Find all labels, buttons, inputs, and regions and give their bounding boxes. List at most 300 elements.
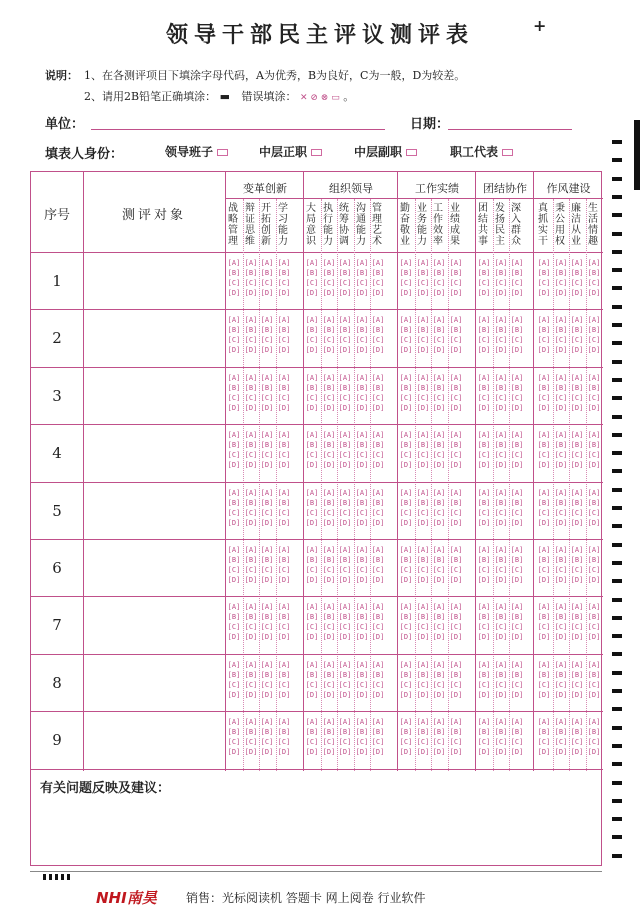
answer-bubble[interactable]: [D] — [260, 690, 274, 699]
answer-bubble[interactable]: [D] — [260, 346, 274, 355]
answer-bubble[interactable]: [C] — [227, 680, 241, 689]
answer-bubble[interactable]: [D] — [277, 403, 291, 412]
answer-bubble[interactable]: [A] — [322, 660, 336, 669]
answer-bubble[interactable]: [D] — [537, 403, 551, 412]
answer-bubble[interactable]: [A] — [371, 373, 385, 382]
answer-bubble[interactable]: [C] — [510, 680, 524, 689]
answer-bubble[interactable]: [A] — [322, 488, 336, 497]
answer-bubble[interactable]: [B] — [244, 613, 258, 622]
answer-bubble[interactable]: [B] — [260, 383, 274, 392]
answer-bubble[interactable]: [A] — [399, 718, 413, 727]
answer-bubble[interactable]: [C] — [570, 680, 584, 689]
answer-bubble[interactable]: [C] — [277, 393, 291, 402]
answer-bubble[interactable]: [C] — [537, 566, 551, 574]
answer-bubble[interactable]: [A] — [399, 546, 413, 554]
answer-bubble[interactable]: [B] — [260, 326, 274, 335]
answer-bubble[interactable]: [C] — [416, 393, 430, 402]
answer-bubble[interactable]: [D] — [355, 518, 369, 527]
answer-bubble[interactable]: [B] — [371, 326, 385, 335]
answer-bubble[interactable]: [A] — [510, 259, 524, 267]
answer-bubble[interactable]: [C] — [587, 451, 601, 460]
answer-bubble[interactable]: [B] — [227, 269, 241, 277]
answer-bubble[interactable]: [D] — [244, 748, 258, 757]
answer-bubble[interactable]: [C] — [355, 508, 369, 517]
answer-bubble[interactable]: [D] — [399, 346, 413, 355]
answer-bubble[interactable]: [B] — [477, 728, 491, 737]
answer-bubble[interactable]: [A] — [449, 373, 463, 382]
answer-bubble[interactable]: [D] — [371, 518, 385, 527]
answer-bubble[interactable]: [D] — [244, 346, 258, 355]
answer-bubble[interactable]: [C] — [338, 336, 352, 345]
answer-bubble[interactable]: [C] — [477, 680, 491, 689]
answer-bubble[interactable]: [C] — [432, 508, 446, 517]
answer-bubble[interactable]: [C] — [305, 393, 319, 402]
answer-bubble[interactable]: [D] — [277, 518, 291, 527]
answer-bubble[interactable]: [C] — [260, 451, 274, 460]
answer-bubble[interactable]: [D] — [587, 633, 601, 642]
answer-bubble[interactable]: [C] — [371, 451, 385, 460]
answer-bubble[interactable]: [C] — [510, 738, 524, 747]
answer-bubble[interactable]: [A] — [570, 373, 584, 382]
answer-bubble[interactable]: [B] — [432, 613, 446, 622]
answer-bubble[interactable]: [C] — [449, 680, 463, 689]
answer-bubble[interactable]: [B] — [244, 670, 258, 679]
answer-bubble[interactable]: [B] — [570, 326, 584, 335]
answer-bubble[interactable]: [C] — [537, 336, 551, 345]
answer-bubble[interactable]: [B] — [244, 269, 258, 277]
target-name-field[interactable] — [84, 368, 224, 423]
answer-bubble[interactable]: [A] — [371, 316, 385, 325]
answer-bubble[interactable]: [B] — [449, 613, 463, 622]
answer-bubble[interactable]: [C] — [227, 393, 241, 402]
answer-bubble[interactable]: [C] — [355, 738, 369, 747]
answer-bubble[interactable]: [C] — [432, 393, 446, 402]
answer-bubble[interactable]: [C] — [399, 508, 413, 517]
answer-bubble[interactable]: [D] — [432, 633, 446, 642]
answer-bubble[interactable]: [B] — [338, 728, 352, 737]
answer-bubble[interactable]: [D] — [399, 461, 413, 470]
answer-bubble[interactable]: [B] — [570, 556, 584, 564]
answer-bubble[interactable]: [C] — [477, 451, 491, 460]
answer-bubble[interactable]: [B] — [322, 269, 336, 277]
answer-bubble[interactable]: [A] — [338, 259, 352, 267]
answer-bubble[interactable]: [C] — [277, 336, 291, 345]
answer-bubble[interactable]: [D] — [355, 461, 369, 470]
identity-option-staff[interactable]: 职工代表 — [450, 143, 513, 160]
answer-bubble[interactable]: [A] — [244, 718, 258, 727]
answer-bubble[interactable]: [A] — [416, 488, 430, 497]
answer-bubble[interactable]: [D] — [554, 403, 568, 412]
answer-bubble[interactable]: [B] — [338, 326, 352, 335]
answer-bubble[interactable]: [C] — [477, 336, 491, 345]
answer-bubble[interactable]: [C] — [322, 336, 336, 345]
answer-bubble[interactable]: [D] — [322, 690, 336, 699]
answer-bubble[interactable]: [A] — [537, 373, 551, 382]
answer-bubble[interactable]: [B] — [449, 728, 463, 737]
answer-bubble[interactable]: [D] — [537, 576, 551, 584]
answer-bubble[interactable]: [D] — [322, 289, 336, 297]
answer-bubble[interactable]: [C] — [277, 623, 291, 632]
answer-bubble[interactable]: [B] — [227, 326, 241, 335]
answer-bubble[interactable]: [A] — [432, 546, 446, 554]
answer-bubble[interactable]: [A] — [322, 431, 336, 440]
answer-bubble[interactable]: [C] — [416, 623, 430, 632]
answer-bubble[interactable]: [D] — [399, 403, 413, 412]
answer-bubble[interactable]: [D] — [554, 289, 568, 297]
answer-bubble[interactable]: [C] — [305, 738, 319, 747]
answer-bubble[interactable]: [C] — [416, 680, 430, 689]
answer-bubble[interactable]: [D] — [570, 403, 584, 412]
answer-bubble[interactable]: [A] — [570, 316, 584, 325]
answer-bubble[interactable]: [B] — [260, 498, 274, 507]
answer-bubble[interactable]: [C] — [510, 279, 524, 287]
answer-bubble[interactable]: [D] — [587, 346, 601, 355]
answer-bubble[interactable]: [B] — [371, 498, 385, 507]
answer-bubble[interactable]: [B] — [587, 613, 601, 622]
answer-bubble[interactable]: [D] — [494, 690, 508, 699]
answer-bubble[interactable]: [D] — [432, 748, 446, 757]
answer-bubble[interactable]: [D] — [537, 518, 551, 527]
answer-bubble[interactable]: [B] — [587, 498, 601, 507]
answer-bubble[interactable]: [D] — [277, 461, 291, 470]
answer-bubble[interactable]: [A] — [537, 316, 551, 325]
answer-bubble[interactable]: [A] — [305, 373, 319, 382]
answer-bubble[interactable]: [D] — [244, 403, 258, 412]
identity-option-middle-chief[interactable]: 中层正职 — [259, 143, 322, 160]
answer-bubble[interactable]: [B] — [416, 269, 430, 277]
answer-bubble[interactable]: [A] — [449, 259, 463, 267]
answer-bubble[interactable]: [B] — [494, 613, 508, 622]
answer-bubble[interactable]: [B] — [537, 269, 551, 277]
answer-bubble[interactable]: [C] — [322, 680, 336, 689]
answer-bubble[interactable]: [C] — [355, 336, 369, 345]
answer-bubble[interactable]: [D] — [416, 690, 430, 699]
answer-bubble[interactable]: [A] — [554, 603, 568, 612]
answer-bubble[interactable]: [D] — [477, 748, 491, 757]
answer-bubble[interactable]: [B] — [338, 670, 352, 679]
answer-bubble[interactable]: [A] — [477, 431, 491, 440]
answer-bubble[interactable]: [B] — [570, 728, 584, 737]
answer-bubble[interactable]: [A] — [338, 316, 352, 325]
answer-bubble[interactable]: [C] — [338, 680, 352, 689]
answer-bubble[interactable]: [D] — [537, 690, 551, 699]
answer-bubble[interactable]: [D] — [554, 518, 568, 527]
answer-bubble[interactable]: [A] — [338, 373, 352, 382]
answer-bubble[interactable]: [C] — [371, 738, 385, 747]
answer-bubble[interactable]: [C] — [322, 451, 336, 460]
answer-bubble[interactable]: [A] — [322, 373, 336, 382]
answer-bubble[interactable]: [B] — [449, 441, 463, 450]
answer-bubble[interactable]: [C] — [494, 279, 508, 287]
answer-bubble[interactable]: [D] — [305, 633, 319, 642]
answer-bubble[interactable]: [A] — [260, 259, 274, 267]
answer-bubble[interactable]: [D] — [227, 690, 241, 699]
answer-bubble[interactable]: [D] — [416, 748, 430, 757]
answer-bubble[interactable]: [D] — [449, 518, 463, 527]
answer-bubble[interactable]: [B] — [554, 326, 568, 335]
answer-bubble[interactable]: [A] — [416, 431, 430, 440]
answer-bubble[interactable]: [B] — [494, 670, 508, 679]
answer-bubble[interactable]: [D] — [587, 748, 601, 757]
answer-bubble[interactable]: [B] — [432, 441, 446, 450]
answer-bubble[interactable]: [C] — [587, 680, 601, 689]
answer-bubble[interactable]: [D] — [477, 461, 491, 470]
answer-bubble[interactable]: [C] — [432, 336, 446, 345]
answer-bubble[interactable]: [C] — [355, 451, 369, 460]
answer-bubble[interactable]: [C] — [416, 508, 430, 517]
answer-bubble[interactable]: [C] — [494, 738, 508, 747]
answer-bubble[interactable]: [C] — [416, 738, 430, 747]
answer-bubble[interactable]: [A] — [305, 259, 319, 267]
answer-bubble[interactable]: [D] — [227, 576, 241, 584]
answer-bubble[interactable]: [A] — [260, 546, 274, 554]
answer-bubble[interactable]: [A] — [260, 488, 274, 497]
answer-bubble[interactable]: [B] — [338, 498, 352, 507]
answer-bubble[interactable]: [B] — [432, 326, 446, 335]
answer-bubble[interactable]: [A] — [305, 660, 319, 669]
answer-bubble[interactable]: [A] — [494, 316, 508, 325]
answer-bubble[interactable]: [A] — [322, 259, 336, 267]
answer-bubble[interactable]: [A] — [537, 546, 551, 554]
answer-bubble[interactable]: [D] — [416, 518, 430, 527]
answer-bubble[interactable]: [B] — [449, 383, 463, 392]
answer-bubble[interactable]: [A] — [477, 718, 491, 727]
answer-bubble[interactable]: [A] — [449, 316, 463, 325]
answer-bubble[interactable]: [B] — [510, 556, 524, 564]
answer-bubble[interactable]: [D] — [305, 518, 319, 527]
answer-bubble[interactable]: [B] — [494, 326, 508, 335]
answer-bubble[interactable]: [D] — [494, 346, 508, 355]
answer-bubble[interactable]: [B] — [554, 269, 568, 277]
answer-bubble[interactable]: [C] — [277, 566, 291, 574]
answer-bubble[interactable]: [A] — [570, 546, 584, 554]
answer-bubble[interactable]: [D] — [554, 461, 568, 470]
answer-bubble[interactable]: [A] — [355, 660, 369, 669]
answer-bubble[interactable]: [D] — [399, 748, 413, 757]
answer-bubble[interactable]: [C] — [260, 623, 274, 632]
answer-bubble[interactable]: [B] — [537, 613, 551, 622]
answer-bubble[interactable]: [C] — [554, 336, 568, 345]
answer-bubble[interactable]: [D] — [355, 690, 369, 699]
answer-bubble[interactable]: [D] — [277, 690, 291, 699]
target-name-field[interactable] — [84, 712, 224, 767]
answer-bubble[interactable]: [C] — [432, 680, 446, 689]
answer-bubble[interactable]: [A] — [494, 718, 508, 727]
answer-bubble[interactable]: [C] — [371, 393, 385, 402]
answer-bubble[interactable]: [C] — [305, 680, 319, 689]
answer-bubble[interactable]: [C] — [371, 336, 385, 345]
answer-bubble[interactable]: [A] — [371, 718, 385, 727]
answer-bubble[interactable]: [A] — [587, 546, 601, 554]
answer-bubble[interactable]: [C] — [399, 738, 413, 747]
answer-bubble[interactable]: [D] — [570, 461, 584, 470]
answer-bubble[interactable]: [C] — [227, 623, 241, 632]
answer-bubble[interactable]: [D] — [277, 633, 291, 642]
answer-bubble[interactable]: [D] — [537, 346, 551, 355]
answer-bubble[interactable]: [B] — [477, 326, 491, 335]
answer-bubble[interactable]: [C] — [449, 508, 463, 517]
answer-bubble[interactable]: [D] — [537, 633, 551, 642]
answer-bubble[interactable]: [D] — [305, 690, 319, 699]
answer-bubble[interactable]: [C] — [305, 508, 319, 517]
answer-bubble[interactable]: [B] — [355, 498, 369, 507]
answer-bubble[interactable]: [B] — [416, 441, 430, 450]
target-name-field[interactable] — [84, 425, 224, 480]
answer-bubble[interactable]: [C] — [244, 508, 258, 517]
answer-bubble[interactable]: [A] — [449, 603, 463, 612]
answer-bubble[interactable]: [A] — [587, 603, 601, 612]
answer-bubble[interactable]: [A] — [432, 316, 446, 325]
target-name-field[interactable] — [84, 597, 224, 652]
answer-bubble[interactable]: [D] — [322, 403, 336, 412]
answer-bubble[interactable]: [D] — [537, 461, 551, 470]
answer-bubble[interactable]: [A] — [449, 546, 463, 554]
answer-bubble[interactable]: [D] — [554, 576, 568, 584]
answer-bubble[interactable]: [D] — [416, 289, 430, 297]
answer-bubble[interactable]: [D] — [338, 576, 352, 584]
answer-bubble[interactable]: [A] — [305, 316, 319, 325]
answer-bubble[interactable]: [A] — [432, 431, 446, 440]
answer-bubble[interactable]: [C] — [510, 393, 524, 402]
answer-bubble[interactable]: [C] — [587, 566, 601, 574]
unit-field[interactable] — [91, 115, 385, 130]
answer-bubble[interactable]: [B] — [449, 498, 463, 507]
answer-bubble[interactable]: [C] — [554, 279, 568, 287]
answer-bubble[interactable]: [A] — [554, 431, 568, 440]
answer-bubble[interactable]: [A] — [570, 718, 584, 727]
answer-bubble[interactable]: [C] — [494, 508, 508, 517]
answer-bubble[interactable]: [D] — [355, 346, 369, 355]
answer-bubble[interactable]: [D] — [371, 289, 385, 297]
answer-bubble[interactable]: [D] — [449, 633, 463, 642]
answer-bubble[interactable]: [C] — [554, 451, 568, 460]
answer-bubble[interactable]: [A] — [322, 546, 336, 554]
answer-bubble[interactable]: [D] — [510, 518, 524, 527]
answer-bubble[interactable]: [A] — [494, 488, 508, 497]
answer-bubble[interactable]: [A] — [587, 718, 601, 727]
answer-bubble[interactable]: [B] — [355, 326, 369, 335]
answer-bubble[interactable]: [C] — [416, 279, 430, 287]
answer-bubble[interactable]: [D] — [355, 633, 369, 642]
answer-bubble[interactable]: [B] — [244, 728, 258, 737]
answer-bubble[interactable]: [D] — [587, 576, 601, 584]
answer-bubble[interactable]: [B] — [277, 441, 291, 450]
answer-bubble[interactable]: [C] — [244, 738, 258, 747]
answer-bubble[interactable]: [D] — [277, 346, 291, 355]
answer-bubble[interactable]: [B] — [399, 670, 413, 679]
answer-bubble[interactable]: [D] — [432, 461, 446, 470]
answer-bubble[interactable]: [C] — [510, 508, 524, 517]
answer-bubble[interactable]: [B] — [260, 441, 274, 450]
answer-bubble[interactable]: [A] — [399, 259, 413, 267]
answer-bubble[interactable]: [A] — [554, 660, 568, 669]
answer-bubble[interactable]: [B] — [587, 383, 601, 392]
answer-bubble[interactable]: [A] — [416, 718, 430, 727]
answer-bubble[interactable]: [D] — [587, 289, 601, 297]
answer-bubble[interactable]: [B] — [432, 670, 446, 679]
answer-bubble[interactable]: [D] — [277, 576, 291, 584]
answer-bubble[interactable]: [A] — [277, 373, 291, 382]
answer-bubble[interactable]: [A] — [371, 546, 385, 554]
answer-bubble[interactable]: [B] — [537, 670, 551, 679]
answer-bubble[interactable]: [D] — [227, 403, 241, 412]
answer-bubble[interactable]: [D] — [371, 576, 385, 584]
answer-bubble[interactable]: [D] — [449, 461, 463, 470]
answer-bubble[interactable]: [A] — [449, 488, 463, 497]
answer-bubble[interactable]: [C] — [587, 393, 601, 402]
answer-bubble[interactable]: [A] — [322, 718, 336, 727]
answer-bubble[interactable]: [A] — [305, 603, 319, 612]
answer-bubble[interactable]: [A] — [537, 259, 551, 267]
answer-bubble[interactable]: [B] — [399, 383, 413, 392]
answer-bubble[interactable]: [C] — [432, 623, 446, 632]
answer-bubble[interactable]: [C] — [494, 623, 508, 632]
answer-bubble[interactable]: [D] — [371, 403, 385, 412]
answer-bubble[interactable]: [A] — [399, 488, 413, 497]
answer-bubble[interactable]: [B] — [477, 613, 491, 622]
answer-bubble[interactable]: [A] — [227, 603, 241, 612]
answer-bubble[interactable]: [C] — [244, 566, 258, 574]
answer-bubble[interactable]: [C] — [355, 623, 369, 632]
answer-bubble[interactable]: [D] — [510, 461, 524, 470]
answer-bubble[interactable]: [B] — [449, 670, 463, 679]
answer-bubble[interactable]: [D] — [338, 461, 352, 470]
answer-bubble[interactable]: [B] — [305, 498, 319, 507]
answer-bubble[interactable]: [B] — [587, 556, 601, 564]
answer-bubble[interactable]: [B] — [399, 269, 413, 277]
answer-bubble[interactable]: [C] — [399, 623, 413, 632]
answer-bubble[interactable]: [A] — [449, 718, 463, 727]
answer-bubble[interactable]: [C] — [338, 393, 352, 402]
answer-bubble[interactable]: [A] — [260, 718, 274, 727]
answer-bubble[interactable]: [A] — [570, 259, 584, 267]
answer-bubble[interactable]: [B] — [305, 269, 319, 277]
answer-bubble[interactable]: [D] — [305, 346, 319, 355]
answer-bubble[interactable]: [A] — [277, 660, 291, 669]
answer-bubble[interactable]: [B] — [244, 556, 258, 564]
answer-bubble[interactable]: [D] — [244, 576, 258, 584]
answer-bubble[interactable]: [D] — [338, 633, 352, 642]
answer-bubble[interactable]: [B] — [537, 383, 551, 392]
answer-bubble[interactable]: [C] — [432, 566, 446, 574]
answer-bubble[interactable]: [D] — [371, 690, 385, 699]
answer-bubble[interactable]: [B] — [570, 441, 584, 450]
answer-bubble[interactable]: [C] — [305, 451, 319, 460]
answer-bubble[interactable]: [B] — [305, 556, 319, 564]
answer-bubble[interactable]: [D] — [432, 403, 446, 412]
answer-bubble[interactable]: [A] — [399, 603, 413, 612]
answer-bubble[interactable]: [A] — [227, 718, 241, 727]
answer-bubble[interactable]: [A] — [537, 718, 551, 727]
answer-bubble[interactable]: [B] — [277, 556, 291, 564]
answer-bubble[interactable]: [D] — [355, 289, 369, 297]
answer-bubble[interactable]: [D] — [322, 748, 336, 757]
answer-bubble[interactable]: [B] — [260, 269, 274, 277]
answer-bubble[interactable]: [B] — [371, 556, 385, 564]
answer-bubble[interactable]: [B] — [510, 670, 524, 679]
answer-bubble[interactable]: [D] — [244, 461, 258, 470]
answer-bubble[interactable]: [A] — [227, 660, 241, 669]
answer-bubble[interactable]: [B] — [227, 613, 241, 622]
answer-bubble[interactable]: [D] — [570, 518, 584, 527]
target-name-field[interactable] — [84, 483, 224, 538]
answer-bubble[interactable]: [C] — [371, 566, 385, 574]
answer-bubble[interactable]: [B] — [554, 498, 568, 507]
answer-bubble[interactable]: [A] — [227, 373, 241, 382]
answer-bubble[interactable]: [B] — [510, 441, 524, 450]
answer-bubble[interactable]: [C] — [537, 623, 551, 632]
answer-bubble[interactable]: [C] — [494, 393, 508, 402]
